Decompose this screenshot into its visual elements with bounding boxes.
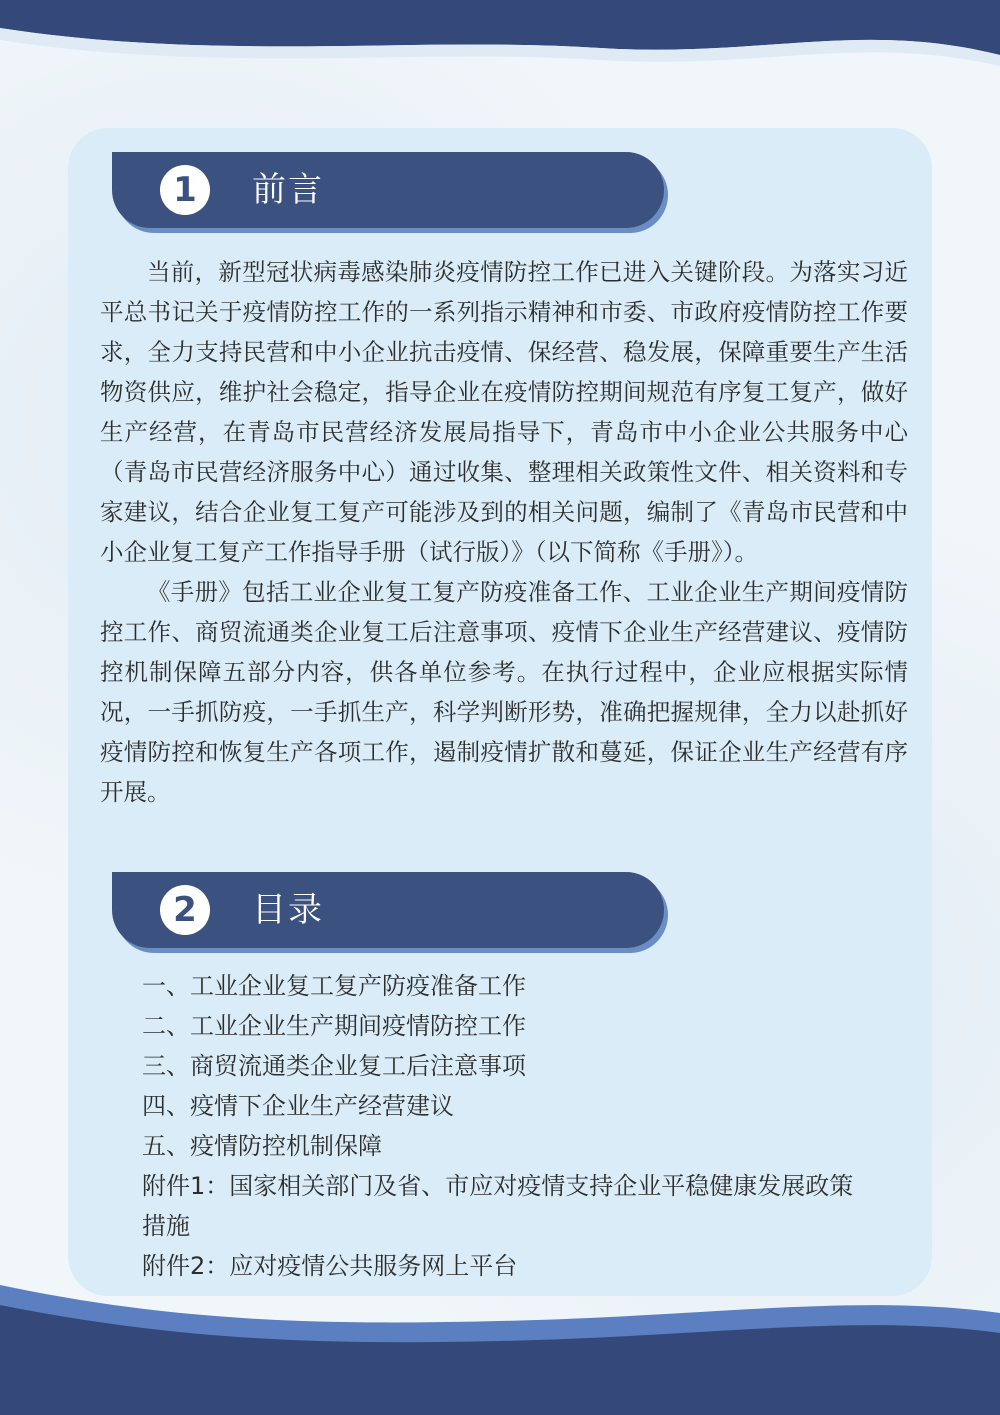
preface-paragraph: 当前，新型冠状病毒感染肺炎疫情防控工作已进入关键阶段。为落实习近平总书记关于疫情防控工作的一系列指示精神和市委、市政府疫情防控工作要求，全力支持民营和中小企业抗击疫情、保经营、稳发展，保障重要生产生活物资供应，维护社会稳定，指导企业在疫情防控期间规范有序复工复产，做好生产经营，在青岛市民营经济发展局指导下，青岛市中小企业公共服务中心（青岛市民营经济服务中心）通过收集、整理相关政策性文件、相关资料和专家建议，结合企业复工复产可能涉及到的相关问题，编制了《青岛市民营和中小企业复工复产工作指导手册（试行版）》（以下简称《手册》）。 [100,258,908,566]
top-wave-decoration [0,0,1000,120]
toc-item: 二、工业企业生产期间疫情防控工作 [142,1012,526,1040]
preface-paragraph: 《手册》包括工业企业复工复产防疫准备工作、工业企业生产期间疫情防控工作、商贸流通类企业复工后注意事项、疫情下企业生产经营建议、疫情防控机制保障五部分内容，供各单位参考。在执行过程中，企业应根据实际情况，一手抓防疫，一手抓生产，科学判断形势，准确把握规律，全力以赴抓好疫情防控和恢复生产各项工作，遏制疫情扩散和蔓延，保证企业生产经营有序开展。 [100,578,908,806]
bottom-wave-decoration [0,1275,1000,1415]
toc-item: 三、商贸流通类企业复工后注意事项 [142,1052,526,1080]
section-header-preface [112,152,664,228]
toc-item: 四、疫情下企业生产经营建议 [142,1092,454,1120]
section-number-badge: 1 [160,165,210,215]
toc-item: 一、工业企业复工复产防疫准备工作 [142,972,526,1000]
section-number-badge: 2 [160,885,210,935]
toc-item: 五、疫情防控机制保障 [142,1132,382,1160]
toc-item: 附件2：应对疫情公共服务网上平台 [142,1252,518,1280]
toc-item: 附件1：国家相关部门及省、市应对疫情支持企业平稳健康发展政策措施 [142,1172,854,1240]
section-title: 目录 [252,890,324,930]
table-of-contents [142,966,882,1286]
section-header-toc [112,872,664,948]
preface-body [100,252,908,812]
section-title: 前言 [252,170,324,210]
